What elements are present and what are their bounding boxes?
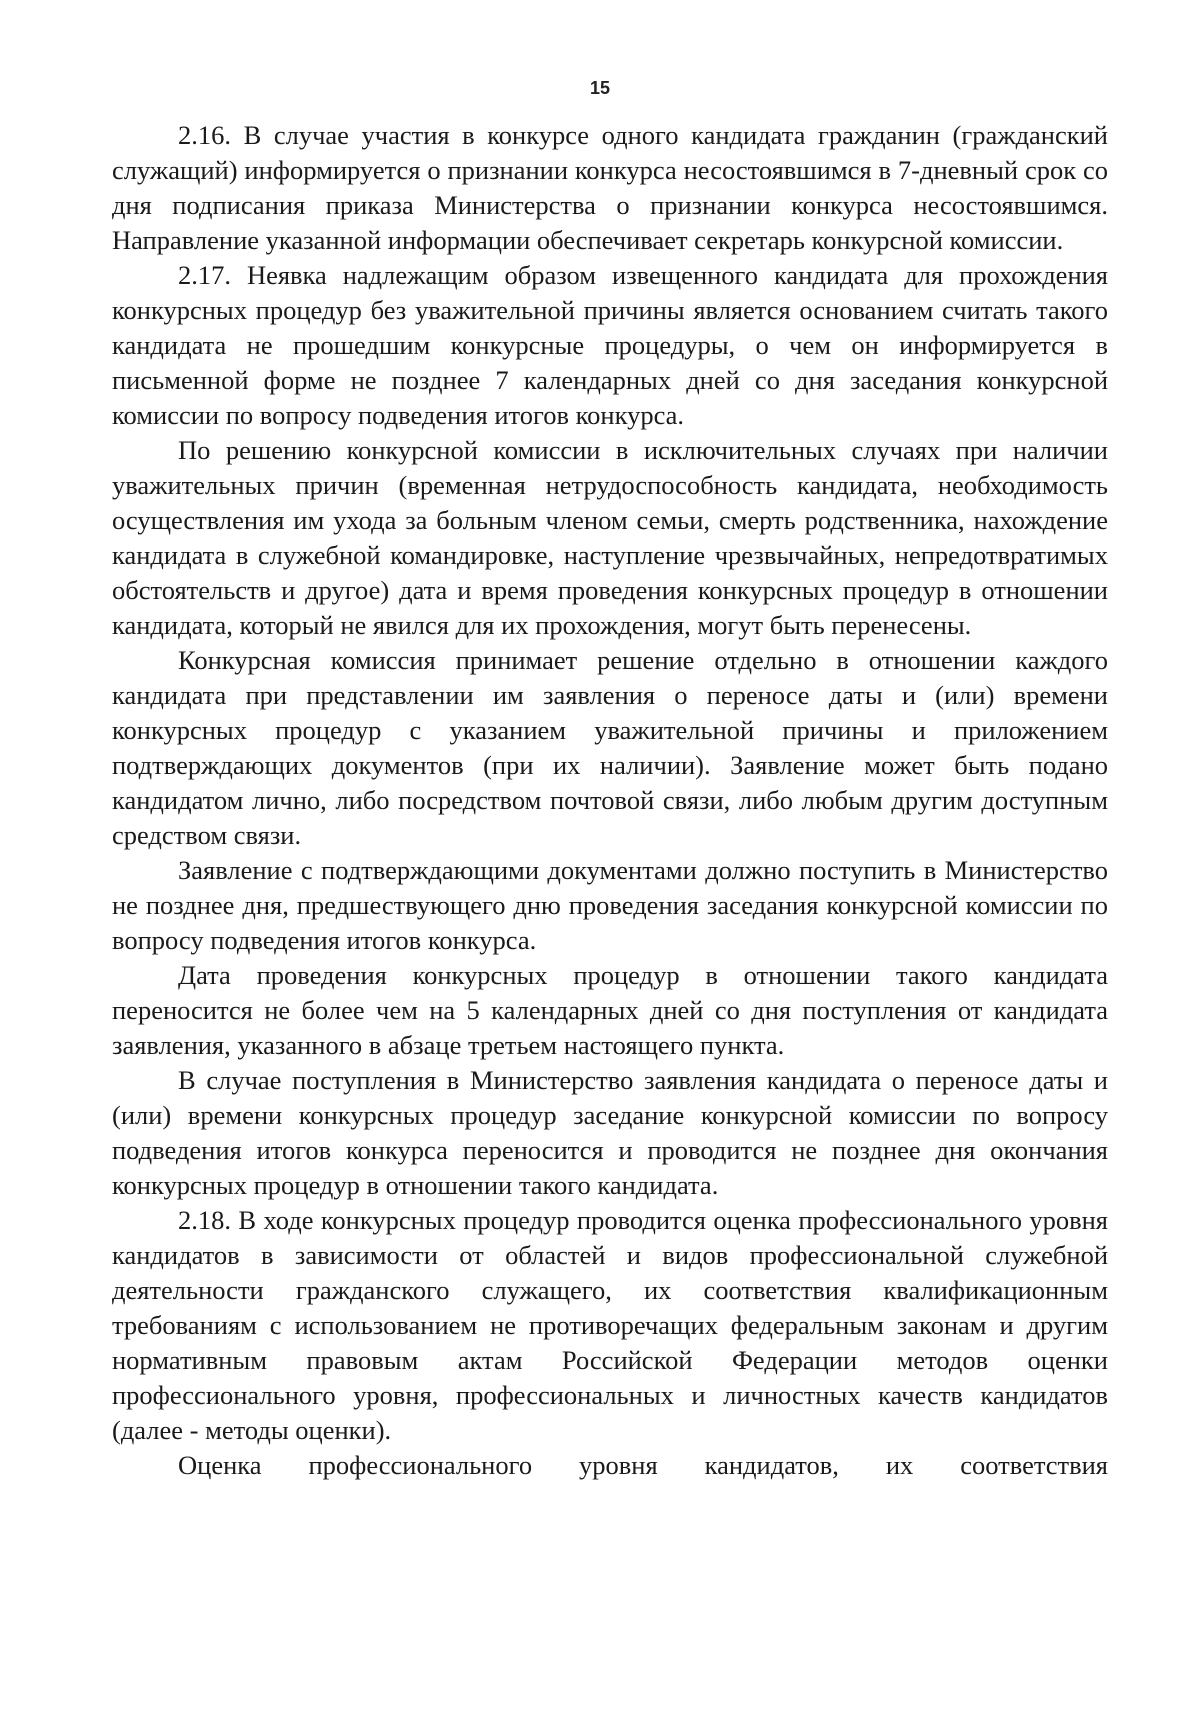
paragraph-assessment-partial: Оценка профессионального уровня кандидатов, их соответствия — [178, 1450, 1108, 1480]
document-body — [112, 118, 1108, 1483]
paragraph-2-18: 2.18. В ходе конкурсных процедур проводится оценка профессионального уровня кандидатов в зависимости от областей и видов профессиональной служебной деятельности гражданского служащего, их соответствия квалификационным требованиям с использованием не противоречащих федеральным законам и другим нормативным правовым актам Российской Федерации методов оценки профессионального уровня, профессиональных и личностных качеств кандидатов (далее - методы оценки). — [112, 1205, 1108, 1445]
paragraph-commission-decision: Конкурсная комиссия принимает решение отдельно в отношении каждого кандидата при представлении им заявления о переносе даты и (или) времени конкурсных процедур с указанием уважительной причины и приложением подтверждающих документов (при их наличии). Заявление может быть подано кандидатом лично, либо посредством почтовой связи, либо любым другим доступным средством связи. — [112, 645, 1108, 850]
paragraph-2-16: 2.16. В случае участия в конкурсе одного кандидата гражданин (гражданский служащий) информируется о признании конкурса несостоявшимся в 7-дневный срок со дня подписания приказа Министерства о признании конкурса несостоявшимся. Направление указанной информации обеспечивает секретарь конкурсной комиссии. — [112, 120, 1108, 255]
page-number: 15 — [589, 78, 611, 98]
paragraph-reschedule-decision: По решению конкурсной комиссии в исключительных случаях при наличии уважительных причин (временная нетрудоспособность кандидата, необходимость осуществления им ухода за больным членом семьи, смерть родственника, нахождение кандидата в служебной командировке, наступление чрезвычайных, непредотвратимых обстоятельств и другое) дата и время проведения конкурсных процедур в отношении кандидата, который не явился для их прохождения, могут быть перенесены. — [112, 435, 1108, 640]
paragraph-reschedule-limit: Дата проведения конкурсных процедур в отношении такого кандидата переносится не более чем на 5 календарных дней со дня поступления от кандидата заявления, указанного в абзаце третьем настоящего пункта. — [112, 960, 1108, 1060]
paragraph-2-17: 2.17. Неявка надлежащим образом извещенного кандидата для прохождения конкурсных процедур без уважительной причины является основанием считать такого кандидата не прошедшим конкурсные процедуры, о чем он информируется в письменной форме не позднее 7 календарных дней со дня заседания конкурсной комиссии по вопросу подведения итогов конкурса. — [112, 260, 1108, 430]
paragraph-meeting-postponement: В случае поступления в Министерство заявления кандидата о переносе даты и (или) времени конкурсных процедур заседание конкурсной комиссии по вопросу подведения итогов конкурса переносится и проводится не позднее дня окончания конкурсных процедур в отношении такого кандидата. — [112, 1065, 1108, 1200]
paragraph-application-deadline: Заявление с подтверждающими документами должно поступить в Министерство не позднее дня, предшествующего дню проведения заседания конкурсной комиссии по вопросу подведения итогов конкурса. — [112, 855, 1108, 955]
